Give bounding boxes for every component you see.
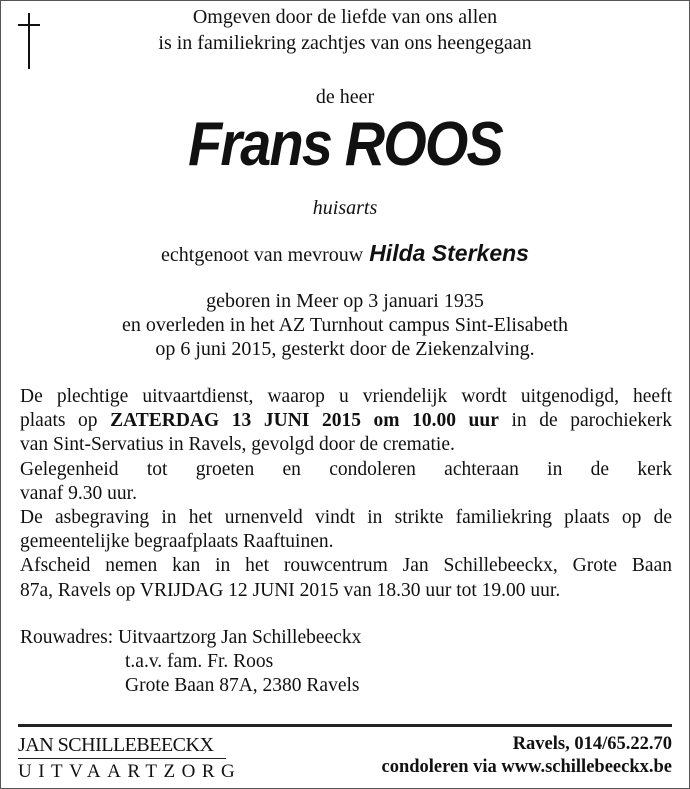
footer-divider <box>18 724 672 727</box>
text-span: plaats op <box>20 410 98 432</box>
died-line: en overleden in het AZ Turnhout campus Sint-Elisabeth <box>121 314 569 336</box>
text-line <box>20 409 672 433</box>
spouse-prefix: echtgenoot van mevrouw <box>161 244 364 266</box>
logo-divider <box>18 758 226 759</box>
footer-contact <box>381 733 672 779</box>
spouse-line <box>0 241 690 267</box>
service-paragraph <box>20 385 672 458</box>
funeral-home-logo-name: JAN SCHILLEBEECKX <box>18 734 214 756</box>
profession: huisarts <box>312 197 378 219</box>
text-line: Afscheid nemen kan in het rouwcentrum Jan Schillebeeckx, Grote Baan <box>20 555 672 577</box>
title: de heer <box>315 86 375 108</box>
intro-line-1: Omgeven door de liefde van ons allen <box>192 6 498 28</box>
died-date-line: op 6 juni 2015, gesterkt door de Ziekenzalving. <box>155 338 535 360</box>
spouse-name: Hilda Sterkens <box>369 240 529 266</box>
text-line: 87a, Ravels op VRIJDAG 12 JUNI 2015 van 18.30 uur tot 19.00 uur. <box>20 579 561 601</box>
text-line: van Sint-Servatius in Ravels, gevolgd door de crematie. <box>20 434 455 456</box>
website-link[interactable]: condoleren via www.schillebeeckx.be <box>381 757 672 777</box>
funeral-details <box>20 385 672 603</box>
text-line: De asbegraving in het urnenveld vindt in strikte familiekring plaats op de <box>20 507 672 529</box>
text-line: vanaf 9.30 uur. <box>20 482 137 504</box>
address-label: Rouwadres: Uitvaartzorg Jan Schillebeeckx <box>20 627 362 648</box>
mourning-address <box>20 626 361 698</box>
funeral-home-logo-sub: UITVAARTZORG <box>18 761 242 782</box>
deceased-name: Frans ROOS <box>188 110 502 179</box>
text-line: gemeentelijke begraafplaats Raaftuinen. <box>20 531 334 553</box>
address-line: t.a.v. fam. Fr. Roos <box>125 651 274 672</box>
farewell-paragraph <box>20 554 672 602</box>
greeting-paragraph <box>20 458 672 506</box>
phone: Ravels, 014/65.22.70 <box>512 734 672 754</box>
service-date: ZATERDAG 13 JUNI 2015 om 10.00 uur <box>110 410 499 432</box>
text-line: De plechtige uitvaartdienst, waarop u vriendelijk wordt uitgenodigd, heeft <box>20 386 672 407</box>
text-span: in de parochiekerk <box>511 410 672 432</box>
born-line: geboren in Meer op 3 januari 1935 <box>206 290 484 312</box>
intro-line-2: is in familiekring zachtjes van ons heengegaan <box>158 32 532 54</box>
text-line: Gelegenheid tot groeten en condoleren achteraan in de kerk <box>20 458 672 480</box>
address-line: Grote Baan 87A, 2380 Ravels <box>125 675 360 696</box>
burial-paragraph <box>20 506 672 554</box>
